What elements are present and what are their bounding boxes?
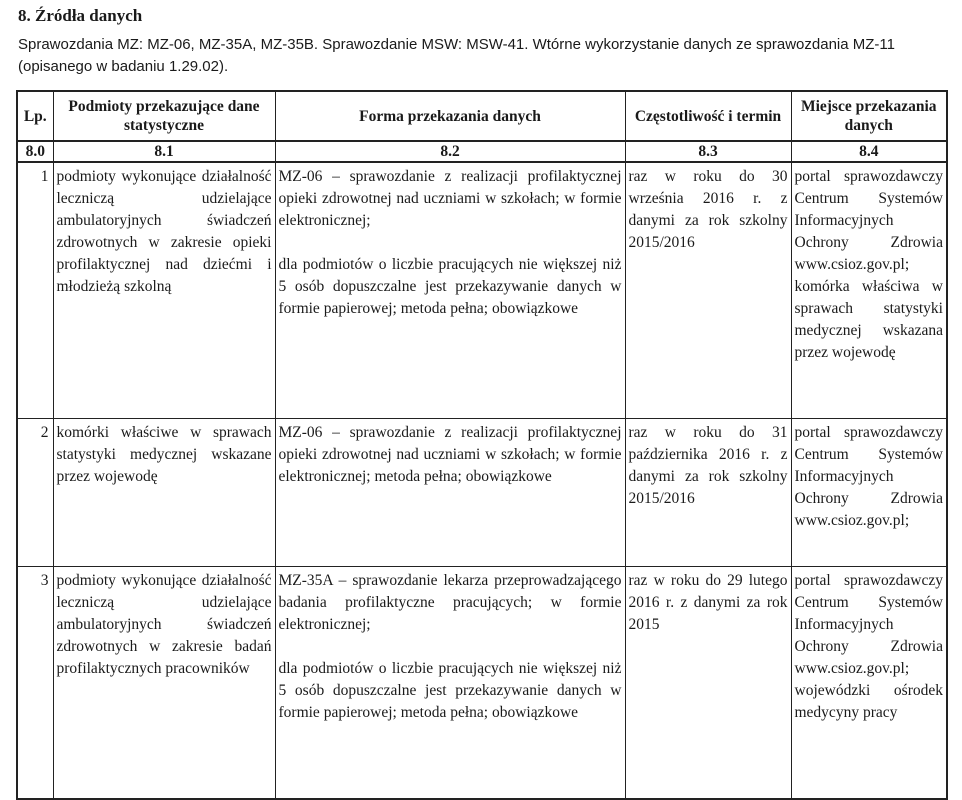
col-number: 8.2 xyxy=(275,141,625,162)
header-forma: Forma przekazania danych xyxy=(275,91,625,141)
frequency-deadline: raz w roku do 29 lutego 2016 r. z danymi za rok 2015 xyxy=(625,567,791,800)
table-row xyxy=(17,162,947,419)
header-miejsce: Miejsce przekazania danych xyxy=(791,91,947,141)
table-row xyxy=(17,567,947,800)
col-number: 8.0 xyxy=(17,141,53,162)
header-podmioty: Podmioty przekazujące dane statystyczne xyxy=(53,91,275,141)
header-lp: Lp. xyxy=(17,91,53,141)
frequency-deadline: raz w roku do 30 września 2016 r. z danymi za rok szkolny 2015/2016 xyxy=(625,162,791,419)
reporting-entities: podmioty wykonujące działalność leczniczą udzielające ambulatoryjnych świadczeń zdrowotnych w zakresie opieki profilaktycznej nad dziećmi i młodzieżą szkolną xyxy=(53,162,275,419)
transfer-form-paragraph: dla podmiotów o liczbie pracujących nie większej niż 5 osób dopuszczalne jest przekazywanie danych w formie papierowej; metoda pełna; obowiązkowe xyxy=(278,660,622,721)
transfer-form xyxy=(275,567,625,800)
column-number-row xyxy=(17,141,947,162)
row-number: 3 xyxy=(17,567,53,800)
col-number: 8.1 xyxy=(53,141,275,162)
transfer-form-paragraph: dla podmiotów o liczbie pracujących nie większej niż 5 osób dopuszczalne jest przekazywanie danych w formie papierowej; metoda pełna; obowiązkowe xyxy=(278,256,622,317)
section-title: 8. Źródła danych xyxy=(18,6,143,25)
section-intro: Sprawozdania MZ: MZ-06, MZ-35A, MZ-35B. Sprawozdanie MSW: MSW-41. Wtórne wykorzystanie danych ze sprawozdania MZ-11 (opisanego w badaniu 1.29.02). xyxy=(18,36,895,75)
transfer-place: portal sprawozdawczy Centrum Systemów Informacyjnych Ochrony Zdrowia www.csioz.gov.pl; xyxy=(791,419,947,567)
transfer-place: portal sprawozdawczy Centrum Systemów Informacyjnych Ochrony Zdrowia www.csioz.gov.pl; komórka właściwa w sprawach statystyki medycznej wskazana przez wojewodę xyxy=(791,162,947,419)
data-sources-table xyxy=(16,90,948,800)
col-number: 8.3 xyxy=(625,141,791,162)
frequency-deadline: raz w roku do 31 października 2016 r. z danymi za rok szkolny 2015/2016 xyxy=(625,419,791,567)
col-number: 8.4 xyxy=(791,141,947,162)
reporting-entities: komórki właściwe w sprawach statystyki medycznej wskazane przez wojewodę xyxy=(53,419,275,567)
row-number: 2 xyxy=(17,419,53,567)
transfer-form-paragraph: MZ-35A – sprawozdanie lekarza przeprowadzającego badania profilaktyczne pracujących; w formie elektronicznej; xyxy=(278,572,622,633)
transfer-form xyxy=(275,162,625,419)
reporting-entities: podmioty wykonujące działalność leczniczą udzielające ambulatoryjnych świadczeń zdrowotnych w zakresie badań profilaktycznych pracowników xyxy=(53,567,275,800)
transfer-form-paragraph: MZ-06 – sprawozdanie z realizacji profilaktycznej opieki zdrowotnej nad uczniami w szkołach; w formie elektronicznej; xyxy=(278,168,622,229)
table-header-row xyxy=(17,91,947,141)
header-termin: Częstotliwość i termin xyxy=(625,91,791,141)
row-number: 1 xyxy=(17,162,53,419)
transfer-place: portal sprawozdawczy Centrum Systemów Informacyjnych Ochrony Zdrowia www.csioz.gov.pl; wojewódzki ośrodek medycyny pracy xyxy=(791,567,947,800)
table-row xyxy=(17,419,947,567)
transfer-form-paragraph: MZ-06 – sprawozdanie z realizacji profilaktycznej opieki zdrowotnej nad uczniami w szkołach; w formie elektronicznej; metoda pełna; obowiązkowe xyxy=(278,424,622,485)
transfer-form xyxy=(275,419,625,567)
